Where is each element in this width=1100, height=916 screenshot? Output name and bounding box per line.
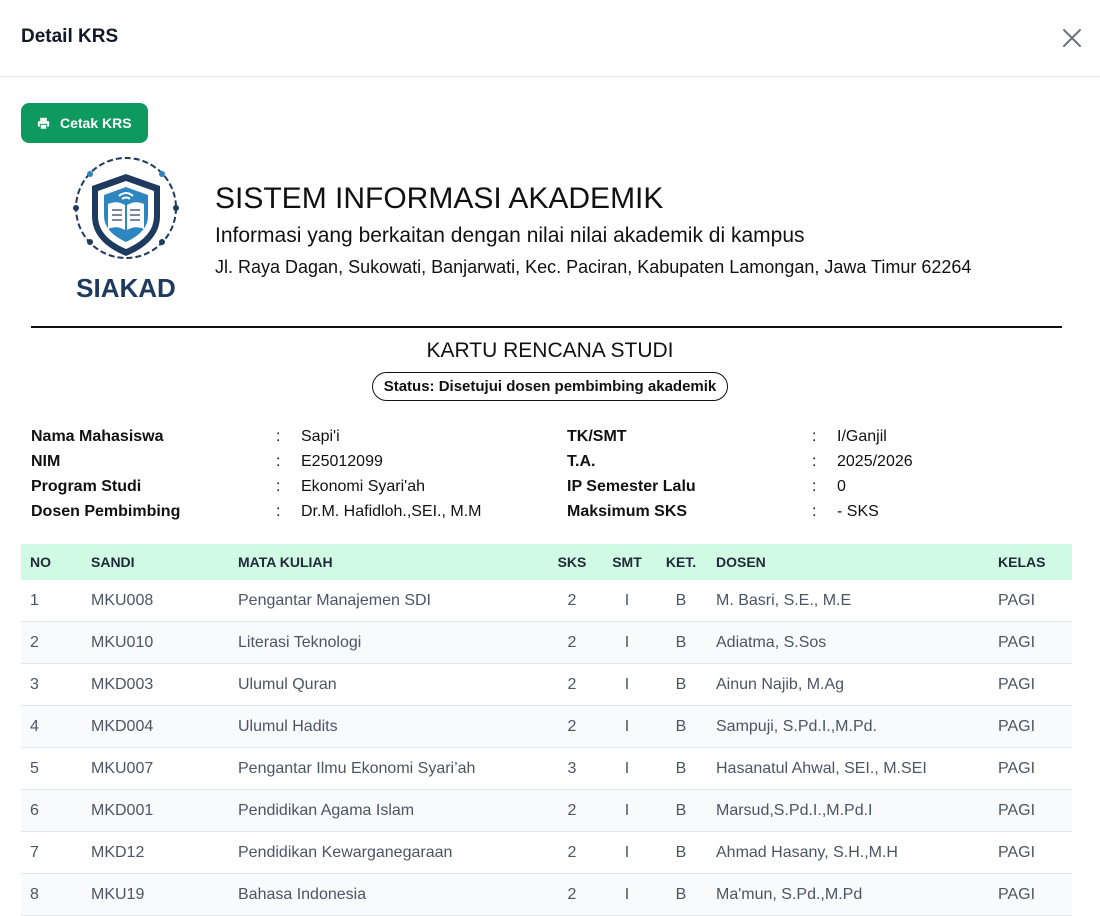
cell-sks: 2 <box>545 706 599 748</box>
cell-smt: I <box>599 790 655 832</box>
cell-dosen: Sampuji, S.Pd.I.,M.Pd. <box>707 706 989 748</box>
cell-dosen: Ainun Najib, M.Ag <box>707 664 989 706</box>
info-label-nama: Nama Mahasiswa <box>31 428 164 445</box>
cell-no: 7 <box>21 832 82 874</box>
column-header-no: NO <box>30 554 51 570</box>
info-value-ip: 0 <box>837 478 846 495</box>
info-value-prodi: Ekonomi Syari'ah <box>301 478 425 495</box>
cell-kelas: PAGI <box>989 580 1072 622</box>
cell-kelas: PAGI <box>989 832 1072 874</box>
cell-sandi: MKU007 <box>82 748 229 790</box>
info-value-tk-smt: I/Ganjil <box>837 428 887 445</box>
cell-ket: B <box>655 874 707 916</box>
cell-mata-kuliah: Pengantar Manajemen SDI <box>229 580 545 622</box>
cell-mata-kuliah: Ulumul Hadits <box>229 706 545 748</box>
column-header-sandi: SANDI <box>91 554 135 570</box>
table-row <box>21 622 1072 664</box>
cell-mata-kuliah: Pendidikan Agama Islam <box>229 790 545 832</box>
info-separator: : <box>276 453 281 470</box>
info-label-dosen-pembimbing: Dosen Pembimbing <box>31 503 181 520</box>
cell-dosen: Marsud,S.Pd.I.,M.Pd.I <box>707 790 989 832</box>
cell-kelas: PAGI <box>989 748 1072 790</box>
cell-sks: 2 <box>545 622 599 664</box>
cell-sandi: MKD12 <box>82 832 229 874</box>
krs-table <box>21 544 1072 916</box>
institution-address: Jl. Raya Dagan, Sukowati, Banjarwati, Kec. Paciran, Kabupaten Lamongan, Jawa Timur 62264 <box>215 257 972 277</box>
cell-smt: I <box>599 664 655 706</box>
cell-smt: I <box>599 580 655 622</box>
cell-no: 6 <box>21 790 82 832</box>
info-separator: : <box>276 478 281 495</box>
cell-ket: B <box>655 748 707 790</box>
institution-subtitle: Informasi yang berkaitan dengan nilai nilai akademik di kampus <box>215 224 805 247</box>
info-separator: : <box>812 453 817 470</box>
cell-dosen: Hasanatul Ahwal, SEI., M.SEI <box>707 748 989 790</box>
cell-mata-kuliah: Bahasa Indonesia <box>229 874 545 916</box>
cell-kelas: PAGI <box>989 622 1072 664</box>
cell-ket: B <box>655 832 707 874</box>
cell-sandi: MKD003 <box>82 664 229 706</box>
table-row <box>21 580 1072 622</box>
column-header-mata-kuliah: MATA KULIAH <box>238 554 333 570</box>
info-label-tk-smt: TK/SMT <box>567 428 627 445</box>
cell-sks: 2 <box>545 580 599 622</box>
table-row <box>21 832 1072 874</box>
printer-icon <box>37 117 50 130</box>
info-label-ta: T.A. <box>567 453 596 470</box>
info-value-ta: 2025/2026 <box>837 453 913 470</box>
cell-no: 5 <box>21 748 82 790</box>
cell-ket: B <box>655 580 707 622</box>
print-krs-button[interactable] <box>21 103 148 143</box>
table-header-row <box>21 544 1072 580</box>
info-separator: : <box>276 503 281 520</box>
table-row <box>21 874 1072 916</box>
document-title: KARTU RENCANA STUDI <box>426 339 674 362</box>
column-header-dosen: DOSEN <box>716 554 766 570</box>
column-header-smt: SMT <box>612 554 642 570</box>
cell-kelas: PAGI <box>989 790 1072 832</box>
cell-no: 2 <box>21 622 82 664</box>
info-separator: : <box>812 428 817 445</box>
status-badge: Status: Disetujui dosen pembimbing akademik <box>372 372 729 401</box>
cell-no: 1 <box>21 580 82 622</box>
cell-kelas: PAGI <box>989 664 1072 706</box>
cell-smt: I <box>599 832 655 874</box>
cell-sks: 2 <box>545 664 599 706</box>
cell-smt: I <box>599 706 655 748</box>
column-header-ket: KET. <box>665 554 697 570</box>
siakad-logo <box>64 156 188 304</box>
cell-kelas: PAGI <box>989 874 1072 916</box>
table-row <box>21 664 1072 706</box>
table-row <box>21 748 1072 790</box>
cell-dosen: Ma'mun, S.Pd.,M.Pd <box>707 874 989 916</box>
print-button-label: Cetak KRS <box>60 115 132 131</box>
cell-sandi: MKU19 <box>82 874 229 916</box>
cell-sks: 2 <box>545 790 599 832</box>
info-label-maks-sks: Maksimum SKS <box>567 503 688 520</box>
cell-smt: I <box>599 748 655 790</box>
logo-text: SIAKAD <box>76 273 176 303</box>
close-icon[interactable] <box>1058 24 1086 52</box>
cell-dosen: Ahmad Hasany, S.H.,M.H <box>707 832 989 874</box>
info-separator: : <box>812 503 817 520</box>
cell-sks: 3 <box>545 748 599 790</box>
cell-mata-kuliah: Literasi Teknologi <box>229 622 545 664</box>
cell-mata-kuliah: Ulumul Quran <box>229 664 545 706</box>
cell-sandi: MKU008 <box>82 580 229 622</box>
cell-smt: I <box>599 874 655 916</box>
cell-kelas: PAGI <box>989 706 1072 748</box>
cell-ket: B <box>655 622 707 664</box>
info-value-dosen-pembimbing: Dr.M. Hafidloh.,SEI., M.M <box>301 503 482 520</box>
column-header-kelas: KELAS <box>998 554 1046 570</box>
info-label-nim: NIM <box>31 453 61 470</box>
info-value-nim: E25012099 <box>301 453 383 470</box>
info-label-prodi: Program Studi <box>31 478 142 495</box>
cell-ket: B <box>655 706 707 748</box>
cell-mata-kuliah: Pengantar Ilmu Ekonomi Syari’ah <box>229 748 545 790</box>
column-header-sks: SKS <box>557 554 587 570</box>
info-separator: : <box>276 428 281 445</box>
institution-title: SISTEM INFORMASI AKADEMIK <box>215 182 664 215</box>
cell-no: 3 <box>21 664 82 706</box>
info-value-nama: Sapi'i <box>301 428 340 445</box>
cell-sks: 2 <box>545 832 599 874</box>
cell-no: 4 <box>21 706 82 748</box>
cell-mata-kuliah: Pendidikan Kewarganegaraan <box>229 832 545 874</box>
cell-sandi: MKD004 <box>82 706 229 748</box>
modal-header <box>0 0 1100 77</box>
cell-sandi: MKU010 <box>82 622 229 664</box>
modal-title: Detail KRS <box>21 26 119 47</box>
cell-smt: I <box>599 622 655 664</box>
info-label-ip: IP Semester Lalu <box>567 478 696 495</box>
header-divider <box>31 326 1062 328</box>
cell-dosen: M. Basri, S.E., M.E <box>707 580 989 622</box>
cell-sandi: MKD001 <box>82 790 229 832</box>
cell-no: 8 <box>21 874 82 916</box>
cell-sks: 2 <box>545 874 599 916</box>
info-value-maks-sks: - SKS <box>837 503 879 520</box>
cell-ket: B <box>655 664 707 706</box>
table-row <box>21 706 1072 748</box>
cell-ket: B <box>655 790 707 832</box>
table-row <box>21 790 1072 832</box>
cell-dosen: Adiatma, S.Sos <box>707 622 989 664</box>
info-separator: : <box>812 478 817 495</box>
